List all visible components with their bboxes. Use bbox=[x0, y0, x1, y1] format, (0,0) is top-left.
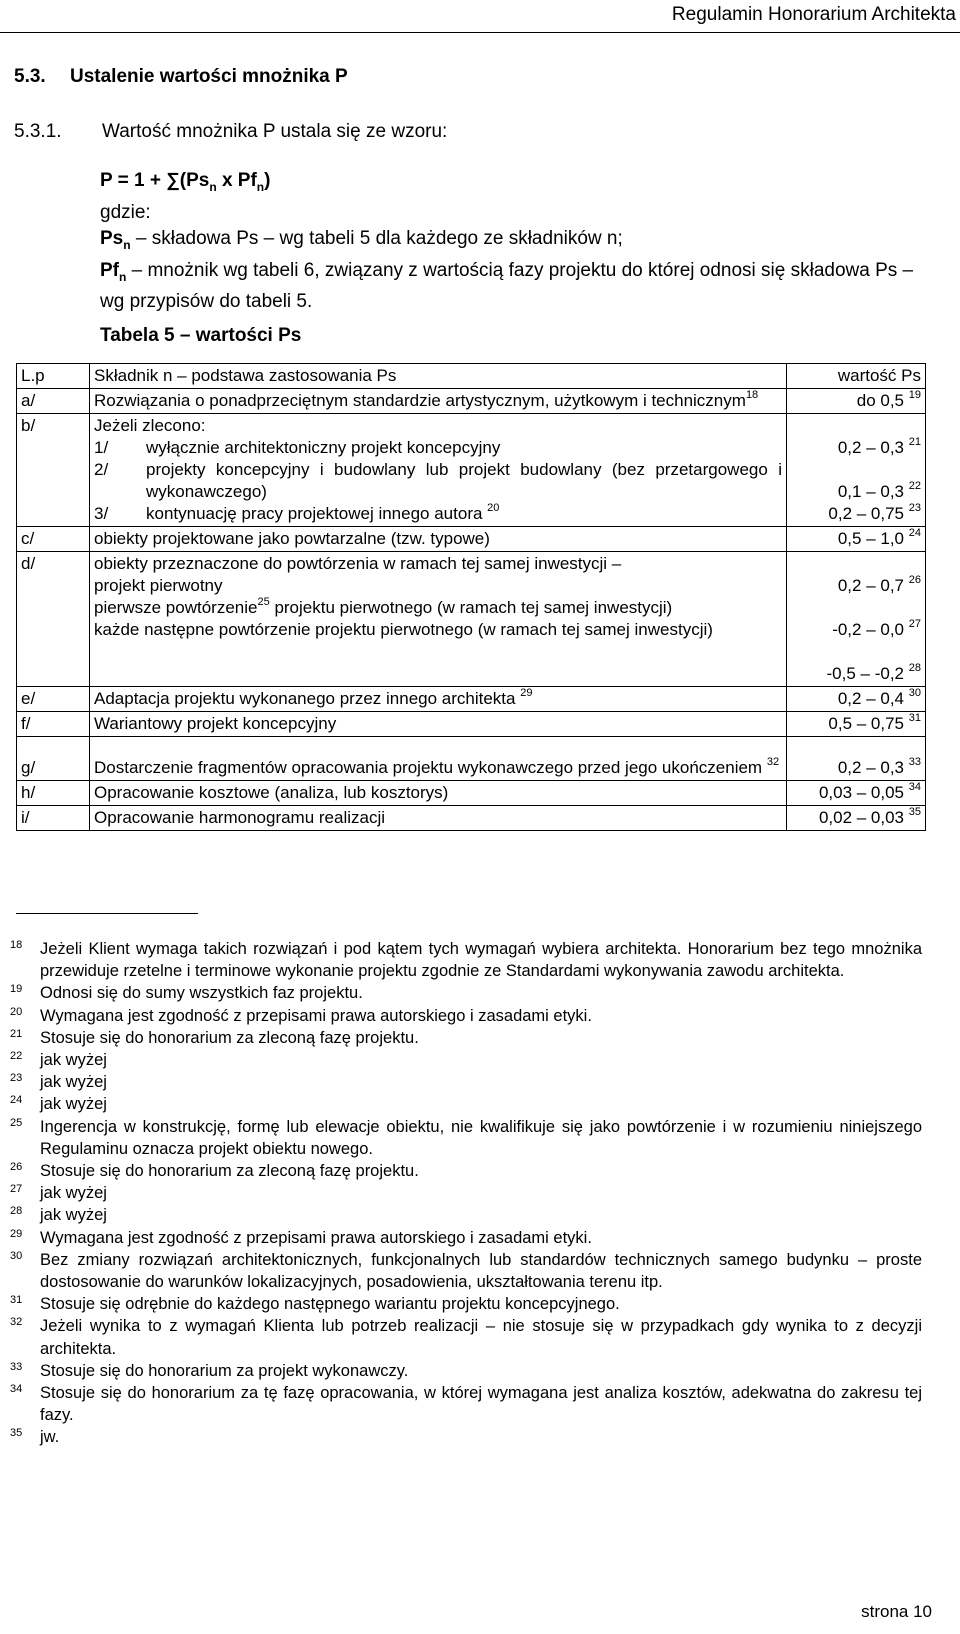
row-lp: i/ bbox=[17, 806, 90, 831]
row-value: 0,2 – 0,3 $^{21}$ 0,1 – 0,3 $^{22}$ 0,2 – 0,75 $^{23}$ bbox=[787, 414, 926, 527]
formula-block bbox=[100, 168, 940, 315]
footnote-rule bbox=[16, 913, 198, 914]
header-lp: L.p bbox=[17, 364, 90, 389]
footnote: 26 Stosuje się do honorarium za zleconą fazę projektu. bbox=[10, 1161, 419, 1181]
row-text: Opracowanie harmonogramu realizacji bbox=[90, 806, 787, 831]
table-row bbox=[17, 781, 926, 806]
table-row bbox=[17, 527, 926, 552]
footnote: 23 jak wyżej bbox=[10, 1072, 107, 1092]
table-row bbox=[17, 737, 926, 781]
row-text: Rozwiązania o ponadprzeciętnym standardzie artystycznym, użytkowym i technicznym$^{18}$ bbox=[90, 389, 787, 414]
row-lp: f/ bbox=[17, 712, 90, 737]
footnote: 28 jak wyżej bbox=[10, 1205, 107, 1225]
footnote: 29 Wymagana jest zgodność z przepisami prawa autorskiego i zasadami etyki. bbox=[10, 1227, 592, 1247]
footnote: 21 Stosuje się do honorarium za zleconą fazę projektu. bbox=[10, 1027, 419, 1047]
row-text: obiekty projektowane jako powtarzalne (tzw. typowe) bbox=[90, 527, 787, 552]
table-title: Tabela 5 – wartości Ps bbox=[100, 325, 302, 346]
footnote: 18 Jeżeli Klient wymaga takich rozwiązań i pod kątem tych wymagań wybiera architekta. Honorarium bez tego mnożnika przewiduje rzetelne i terminowe wykonanie projektu zgodnie ze Standardami wykonywania zawodu architekta. bbox=[10, 939, 922, 981]
subsection-number: 5.3.1. bbox=[14, 121, 62, 142]
row-lp: g/ bbox=[17, 737, 90, 781]
footnote: 30 Bez zmiany rozwiązań architektonicznych, funkcjonalnych lub standardów technicznych samego budynku – proste dostosowanie do warunków lokalizacyjnych, posadowienia, ukształtowania terenu itp. bbox=[10, 1249, 922, 1292]
footnote: 31 Stosuje się odrębnie do każdego następnego wariantu projektu koncepcyjnego. bbox=[10, 1294, 620, 1314]
row-text: Dostarczenie fragmentów opracowania projektu wykonawczego przed jego ukończeniem $^{32}$ bbox=[90, 737, 787, 781]
section-number: 5.3. bbox=[14, 66, 46, 87]
formula: $P = 1 + \sum(Ps_n$ x $Pf_n$) bbox=[100, 170, 271, 194]
row-lp: h/ bbox=[17, 781, 90, 806]
definition-ps: $Ps_n$ – składowa Ps – wg tabeli 5 dla każdego ze składników n; bbox=[100, 227, 623, 252]
footnote-ref: 18 bbox=[745, 389, 759, 401]
row-value: 0,02 – 0,03 $^{35}$ bbox=[787, 806, 926, 831]
row-text: Jeżeli zlecono: 1/ wyłącznie architektoniczny projekt koncepcyjny 2/ projekty koncepcyjny i budowlany lub projekt budowlany (bez przetargowego i wykonawczego) 3/ kontynuację pracy projektowej innego autora $^{20}$ bbox=[90, 414, 787, 527]
sigma-symbol: ∑ bbox=[166, 170, 180, 191]
row-value: 0,2 – 0,3 $^{33}$ bbox=[787, 737, 926, 781]
footnote-ref: 20 bbox=[487, 502, 500, 514]
row-text: Opracowanie kosztowe (analiza, lub kosztorys) bbox=[90, 781, 787, 806]
definition-pf: $Pf_n$ – mnożnik wg tabeli 6, związany z wartością fazy projektu do której odnosi się składowa Ps – wg przypisów do tabeli 5. bbox=[100, 259, 914, 313]
footnote: 35 jw. bbox=[10, 1427, 60, 1447]
section-title: Ustalenie wartości mnożnika P bbox=[70, 66, 348, 87]
table-row bbox=[17, 389, 926, 414]
footnotes bbox=[10, 938, 922, 1449]
row-value: do 0,5 $^{19}$ bbox=[787, 389, 926, 414]
row-value: 0,5 – 1,0 $^{24}$ bbox=[787, 527, 926, 552]
row-text: Adaptacja projektu wykonanego przez innego architekta $^{29}$ bbox=[90, 687, 787, 712]
table-header-row bbox=[17, 364, 926, 389]
footnote: 33 Stosuje się do honorarium za projekt wykonawczy. bbox=[10, 1360, 409, 1380]
row-lp: d/ bbox=[17, 552, 90, 687]
ps-values-table bbox=[16, 363, 926, 831]
row-lp: a/ bbox=[17, 389, 90, 414]
table-row bbox=[17, 687, 926, 712]
sub-item: 1/ wyłącznie architektoniczny projekt koncepcyjny bbox=[94, 438, 501, 457]
row-value: 0,03 – 0,05 $^{34}$ bbox=[787, 781, 926, 806]
subsection-text: Wartość mnożnika P ustala się ze wzoru: bbox=[102, 121, 448, 142]
sub-item: 3/ kontynuację pracy projektowej innego autora $^{20}$ bbox=[94, 502, 500, 523]
row-value: 0,2 – 0,7 $^{26}$ -0,2 – 0,0 $^{27}$ -0,5 – -0,2 $^{28}$ bbox=[787, 552, 926, 687]
footnote: 34 Stosuje się do honorarium za tę fazę opracowania, w której wymagana jest analiza kosztów, adekwatna do zakresu tej fazy. bbox=[10, 1383, 922, 1425]
footnote: 27 jak wyżej bbox=[10, 1183, 107, 1203]
row-value: 0,5 – 0,75 $^{31}$ bbox=[787, 712, 926, 737]
header-component: Składnik n – podstawa zastosowania Ps bbox=[90, 364, 787, 389]
row-lp: c/ bbox=[17, 527, 90, 552]
footnote-ref: 25 bbox=[257, 596, 270, 608]
page-number: strona 10 bbox=[861, 1602, 932, 1621]
footnote: 19 Odnosi się do sumy wszystkich faz projektu. bbox=[10, 983, 363, 1003]
table-row bbox=[17, 414, 926, 527]
footnote: 25 Ingerencja w konstrukcję, formę lub elewacje obiektu, nie kwalifikuje się jako powtórzenie i w rozumieniu niniejszego Regulaminu oznacza projekt obiektu nowego. bbox=[10, 1116, 922, 1158]
table-row bbox=[17, 552, 926, 687]
row-lp: e/ bbox=[17, 687, 90, 712]
row-lp: b/ bbox=[17, 414, 90, 527]
footnote: 22 jak wyżej bbox=[10, 1050, 107, 1070]
row-text: Wariantowy projekt koncepcyjny bbox=[90, 712, 787, 737]
footnote: 24 jak wyżej bbox=[10, 1094, 107, 1114]
row-value: 0,2 – 0,4 $^{30}$ bbox=[787, 687, 926, 712]
header-rule bbox=[0, 32, 960, 33]
footnote: 20 Wymagana jest zgodność z przepisami prawa autorskiego i zasadami etyki. bbox=[10, 1005, 592, 1025]
header-value: wartość Ps bbox=[787, 364, 926, 389]
section-heading bbox=[14, 66, 348, 88]
table-row bbox=[17, 806, 926, 831]
footnote-ref: 19 bbox=[908, 389, 921, 401]
subsection-intro bbox=[14, 121, 447, 143]
formula-where: gdzie: bbox=[100, 201, 151, 223]
running-header: Regulamin Honorarium Architekta bbox=[671, 4, 956, 25]
table-row bbox=[17, 712, 926, 737]
footnote: 32 Jeżeli wynika to z wymagań Klienta lub potrzeb realizacji – nie stosuje się w przypadkach gdy wynika to z decyzji architekta. bbox=[10, 1316, 922, 1358]
sub-item: 2/ projekty koncepcyjny i budowlany lub projekt budowlany (bez przetargowego i wykonawczego) bbox=[94, 460, 782, 501]
row-text: obiekty przeznaczone do powtórzenia w ramach tej samej inwestycji – projekt pierwotny pierwsze powtórzenie$^{25}$ projektu pierwotnego (w ramach tej samej inwestycji) każde następne powtórzenie projektu pierwotnego (w ramach tej samej inwestycji) bbox=[90, 552, 787, 687]
